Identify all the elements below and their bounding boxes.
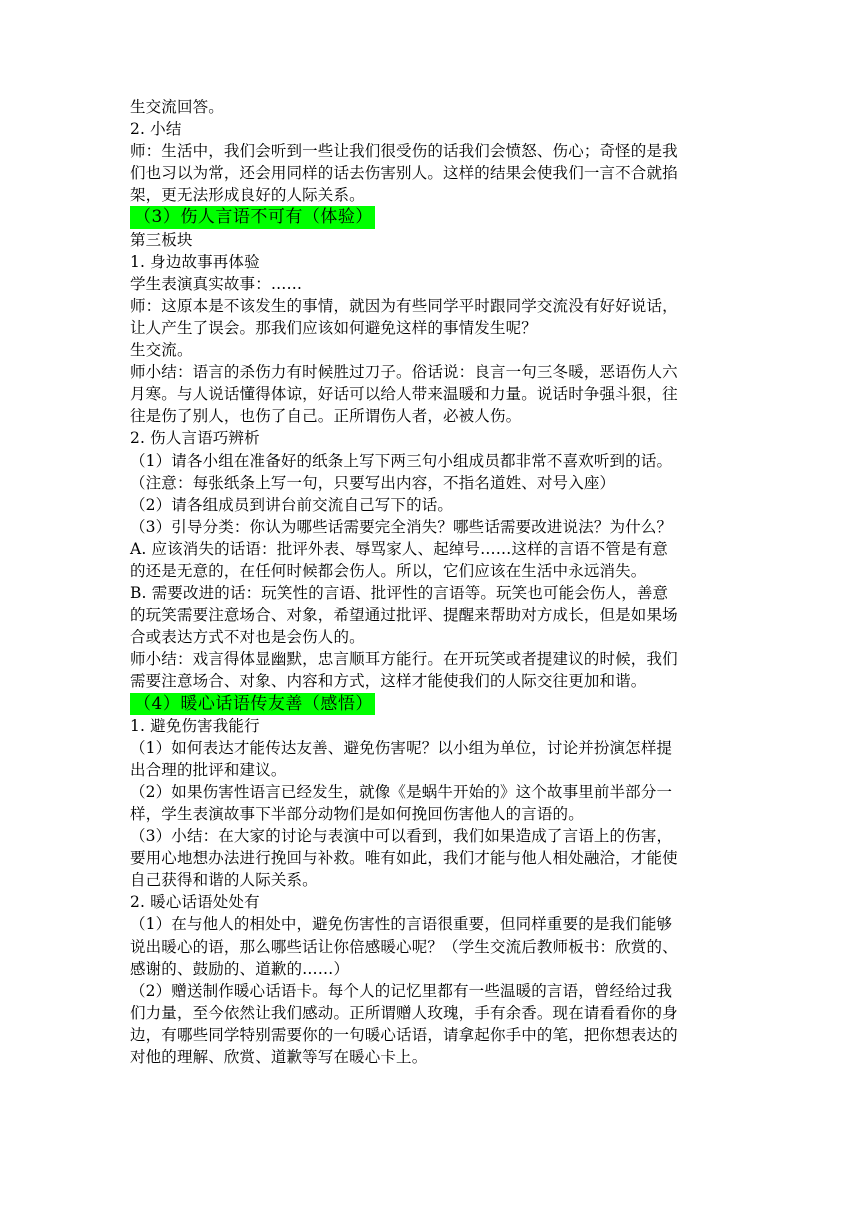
text-line: 2. 小结 [130, 120, 182, 139]
text-line: （注意：每张纸条上写一句，只要写出内容，不指名道姓、对号入座） [130, 473, 616, 492]
text-line: 边，有哪些同学特别需要你的一句暖心话语，请拿起你手中的笔，把你想表达的 [130, 1025, 678, 1044]
text-line: 的还是无意的，在任何时候都会伤人。所以，它们应该在生活中永远消失。 [130, 561, 647, 580]
text-line: 师：这原本是不该发生的事情，就因为有些同学平时跟同学交流没有好好说话， [130, 296, 678, 315]
text-line: 学生表演真实故事：…… [130, 274, 303, 293]
text-line: （1）如何表达才能传达友善、避免伤害呢？以小组为单位，讨论并扮演怎样提 [130, 738, 673, 757]
text-line: 让人产生了误会。那我们应该如何避免这样的事情发生呢？ [130, 318, 537, 337]
text-line: 2. 伤人言语巧辨析 [130, 429, 260, 448]
text-line: 需要注意场合、对象、内容和方式，这样才能使我们的人际交往更加和谐。 [130, 672, 647, 691]
text-line: A. 应该消失的话语：批评外表、辱骂家人、起绰号……这样的言语不管是有意 [130, 539, 668, 558]
text-line: 2. 暖心话语处处有 [130, 893, 260, 912]
text-line: 第三板块 [130, 230, 193, 249]
text-line: （2）如果伤害性语言已经发生，就像《是蜗牛开始的》这个故事里前半部分一 [130, 782, 673, 801]
text-line: 们也习以为常，还会用同样的话去伤害别人。这样的结果会使我们一言不合就掐 [130, 164, 678, 183]
text-line: （2）赠送制作暖心话语卡。每个人的记忆里都有一些温暖的言语，曾经给过我 [130, 981, 673, 1000]
section-heading-row [130, 206, 735, 228]
text-line: 对他的理解、欣赏、道歉等写在暖心卡上。 [130, 1048, 428, 1067]
text-line: 合或表达方式不对也是会伤人的。 [130, 628, 365, 647]
text-line: 架，更无法形成良好的人际关系。 [130, 186, 365, 205]
text-line: 感谢的、鼓励的、道歉的……） [130, 959, 350, 978]
text-line: （1）在与他人的相处中，避免伤害性的言语很重要，但同样重要的是我们能够 [130, 915, 673, 934]
text-line: 出合理的批评和建议。 [130, 760, 287, 779]
text-line: （3）小结：在大家的讨论与表演中可以看到，我们如果造成了言语上的伤害， [130, 827, 673, 846]
text-line: 的玩笑需要注意场合、对象，希望通过批评、提醒来帮助对方成长，但是如果场 [130, 606, 678, 625]
document-page [130, 96, 735, 1068]
text-line: 月寒。与人说话懂得体谅，好话可以给人带来温暖和力量。说话时争强斗狠，往 [130, 385, 678, 404]
text-line: 自己获得和谐的人际关系。 [130, 871, 318, 890]
text-line: （1）请各小组在准备好的纸条上写下两三句小组成员都非常不喜欢听到的话。 [130, 451, 673, 470]
section-heading-row [130, 693, 735, 715]
text-line: 生交流回答。 [130, 98, 224, 116]
text-line: 师小结：戏言得体显幽默，忠言顺耳方能行。在开玩笑或者提建议的时候，我们 [130, 650, 678, 669]
text-line: （2）请各组成员到讲台前交流自己写下的话。 [130, 495, 454, 514]
text-line: 要用心地想办法进行挽回与补救。唯有如此，我们才能与他人相处融洽，才能使 [130, 849, 678, 868]
section-heading: （3）伤人言语不可有（体验） [130, 206, 375, 228]
text-line: 1. 身边故事再体验 [130, 252, 260, 271]
text-line: 师：生活中，我们会听到一些让我们很受伤的话我们会愤怒、伤心；奇怪的是我 [130, 142, 678, 161]
text-line: 往是伤了别人，也伤了自己。正所谓伤人者，必被人伤。 [130, 407, 522, 426]
section-heading: （4）暖心话语传友善（感悟） [130, 693, 375, 715]
text-line: （3）引导分类：你认为哪些话需要完全消失？哪些话需要改进说法？为什么？ [130, 517, 673, 536]
text-line: B. 需要改进的话：玩笑性的言语、批评性的言语等。玩笑也可能会伤人，善意 [130, 584, 669, 603]
text-line: 1. 避免伤害我能行 [130, 716, 260, 735]
text-line: 说出暖心的语，那么哪些话让你倍感暖心呢？（学生交流后教师板书：欣赏的、 [130, 937, 678, 956]
text-line: 样，学生表演故事下半部分动物们是如何挽回伤害他人的言语的。 [130, 805, 584, 823]
text-line: 师小结：语言的杀伤力有时候胜过刀子。俗话说：良言一句三冬暖，恶语伤人六 [130, 363, 678, 382]
text-line: 生交流。 [130, 341, 193, 360]
text-line: 们力量，至今依然让我们感动。正所谓赠人玫瑰，手有余香。现在请看看你的身 [130, 1003, 678, 1022]
